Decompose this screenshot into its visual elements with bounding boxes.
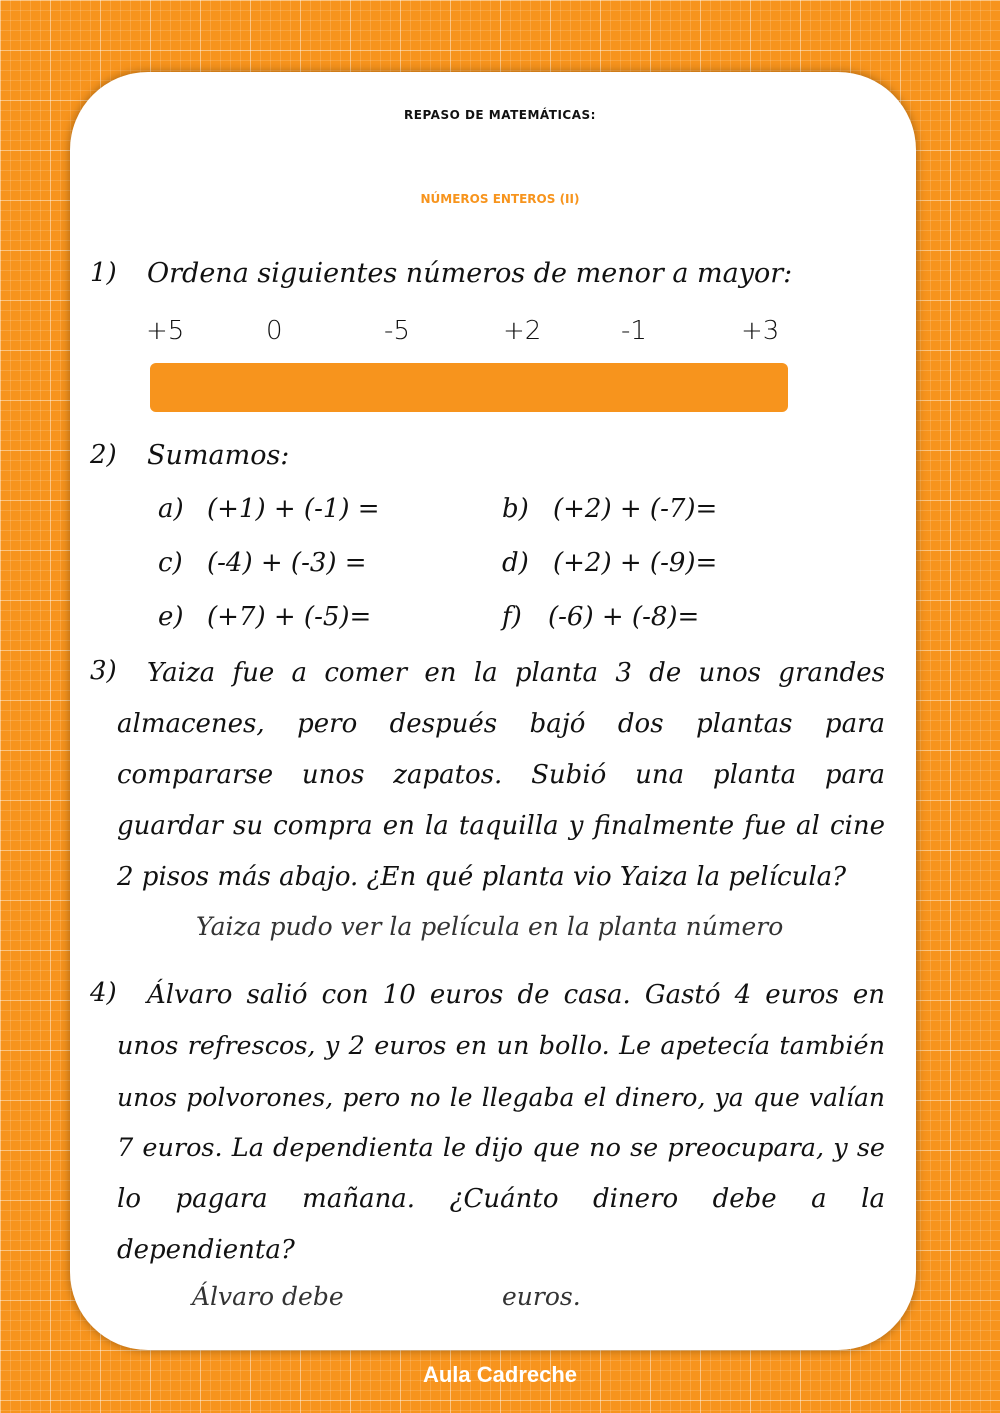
q1-text: Ordena siguientes números de menor a mayor: [147, 258, 793, 289]
q3-text-first [147, 648, 885, 699]
q4-line: unos refrescos, y 2 euros en un bollo. Le apetecía también [117, 1031, 885, 1061]
q3-text [117, 699, 885, 903]
q3-line: guardar su compra en la taquilla y finalmente fue al cine [117, 811, 885, 841]
q4-line: 7 euros. La dependienta le dijo que no se preocupara, y se [117, 1133, 885, 1163]
footer-credit: Aula Cadreche [422, 1362, 578, 1387]
q3-line: Yaiza fue a comer en la planta 3 de unos grandes [147, 658, 885, 688]
q4-number: 4) [90, 978, 117, 1008]
q2-op-label: f) [502, 602, 522, 632]
q4-line: unos polvorones, pero no le llegaba el dinero, ya que valían [117, 1083, 885, 1112]
q1-number-item: +5 [146, 316, 185, 346]
q4-line: dependienta? [117, 1235, 295, 1265]
q2-op-expr: (-4) + (-3) = [207, 548, 367, 578]
q1-number-item: 0 [266, 316, 283, 346]
q1-number-item: +3 [741, 316, 780, 346]
q4-text-first [147, 970, 885, 1021]
q3-line: compararse unos zapatos. Subió una planta para [117, 760, 885, 790]
q4-line: Álvaro salió con 10 euros de casa. Gastó 4 euros en [147, 980, 885, 1010]
q4-line: lo pagara mañana. ¿Cuánto dinero debe a la [117, 1184, 885, 1214]
q2-op-label: c) [158, 548, 183, 578]
q2-op-label: a) [158, 494, 184, 524]
page-title: REPASO DE MATEMÁTICAS: [404, 108, 596, 122]
q3-line: almacenes, pero después bajó dos plantas para [117, 709, 885, 739]
q2-op-expr: (+2) + (-7)= [553, 494, 718, 524]
q2-op-expr: (-6) + (-8)= [548, 602, 700, 632]
q2-op-expr: (+1) + (-1) = [207, 494, 380, 524]
page-subtitle: NÚMEROS ENTEROS (II) [420, 192, 580, 206]
q1-number-item: -1 [621, 316, 647, 346]
q1-number-item: +2 [503, 316, 542, 346]
q2-op-expr: (+2) + (-9)= [553, 548, 718, 578]
q2-op-expr: (+7) + (-5)= [207, 602, 372, 632]
q1-answer-field[interactable] [150, 363, 788, 412]
q2-number: 2) [90, 440, 117, 470]
q4-text [117, 1021, 885, 1276]
q2-op-label: d) [502, 548, 529, 578]
q3-number: 3) [90, 656, 117, 686]
q3-answer-prompt: Yaiza pudo ver la película en la planta número [196, 912, 784, 941]
q1-number-item: -5 [384, 316, 410, 346]
q2-op-label: b) [502, 494, 529, 524]
q3-line: 2 pisos más abajo. ¿En qué planta vio Yaiza la película? [117, 862, 847, 892]
q2-op-label: e) [158, 602, 184, 632]
q4-answer-suffix: euros. [502, 1282, 581, 1311]
q4-answer-prefix: Álvaro debe [192, 1282, 344, 1311]
q2-text: Sumamos: [147, 440, 290, 471]
q1-number: 1) [90, 258, 117, 288]
